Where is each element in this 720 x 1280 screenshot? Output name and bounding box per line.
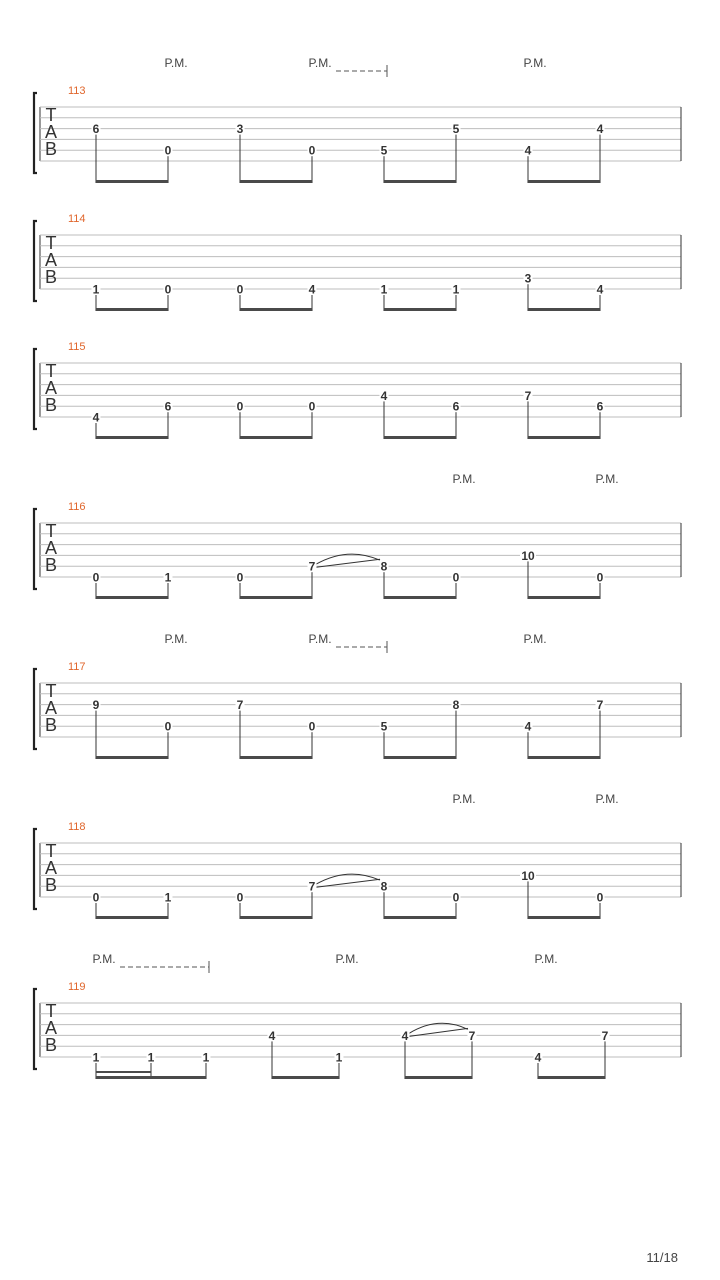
fret-number: 6 xyxy=(452,399,460,414)
fret-number: 4 xyxy=(524,719,532,734)
fret-number: 4 xyxy=(92,410,100,425)
fret-number: 1 xyxy=(147,1050,155,1065)
palm-mute-label: P.M. xyxy=(523,632,547,646)
fret-number: 0 xyxy=(92,890,100,905)
fret-number: 7 xyxy=(601,1028,609,1043)
fret-number: 1 xyxy=(202,1050,210,1065)
fret-number: 5 xyxy=(452,122,460,137)
fret-number: 6 xyxy=(164,399,172,414)
fret-number: 0 xyxy=(596,570,604,585)
tab-clef-letter: A xyxy=(44,378,58,398)
fret-number: 0 xyxy=(236,890,244,905)
measure-number: 118 xyxy=(68,821,86,833)
tab-clef-letter: B xyxy=(44,1035,58,1055)
fret-number: 8 xyxy=(452,698,460,713)
beam xyxy=(96,916,168,919)
fret-number: 3 xyxy=(236,122,244,137)
beam xyxy=(384,436,456,439)
beam xyxy=(272,1076,339,1079)
fret-number: 4 xyxy=(596,122,604,137)
tab-system xyxy=(34,341,681,439)
tab-clef-letter: T xyxy=(45,1001,57,1021)
fret-number: 7 xyxy=(468,1028,476,1043)
fret-number: 0 xyxy=(236,399,244,414)
measure-number: 117 xyxy=(68,661,86,673)
system-bracket xyxy=(34,221,37,301)
beam xyxy=(240,596,312,599)
beam xyxy=(405,1076,472,1079)
fret-number: 0 xyxy=(92,570,100,585)
beam xyxy=(96,756,168,759)
fret-number: 8 xyxy=(380,559,388,574)
tab-clef-letter: A xyxy=(44,538,58,558)
fret-number: 10 xyxy=(521,548,535,563)
fret-number: 1 xyxy=(92,1050,100,1065)
fret-number: 0 xyxy=(308,719,316,734)
beam xyxy=(384,596,456,599)
fret-number: 0 xyxy=(596,890,604,905)
tab-system xyxy=(34,472,681,599)
fret-number: 0 xyxy=(236,570,244,585)
measure-number: 119 xyxy=(68,981,86,993)
palm-mute-label: P.M. xyxy=(92,952,116,966)
fret-number: 4 xyxy=(268,1028,276,1043)
tab-clef-letter: B xyxy=(44,267,58,287)
palm-mute-label: P.M. xyxy=(452,792,476,806)
beam xyxy=(528,756,600,759)
beam xyxy=(96,1076,206,1079)
measure-number: 115 xyxy=(68,341,86,353)
fret-number: 9 xyxy=(92,698,100,713)
secondary-beam xyxy=(96,1071,151,1073)
fret-number: 7 xyxy=(308,879,316,894)
fret-number: 4 xyxy=(401,1028,409,1043)
beam xyxy=(384,756,456,759)
fret-number: 0 xyxy=(452,890,460,905)
palm-mute-label: P.M. xyxy=(595,792,619,806)
palm-mute-label: P.M. xyxy=(335,952,359,966)
fret-number: 4 xyxy=(534,1050,542,1065)
tab-clef-letter: A xyxy=(44,250,58,270)
beam xyxy=(528,916,600,919)
beam xyxy=(384,916,456,919)
beam xyxy=(528,596,600,599)
tab-clef-letter: T xyxy=(45,361,57,381)
fret-number: 4 xyxy=(524,143,532,158)
tab-clef-letter: A xyxy=(44,122,58,142)
fret-number: 7 xyxy=(308,559,316,574)
page-number: 11/18 xyxy=(646,1250,678,1265)
tab-clef-letter: A xyxy=(44,1018,58,1038)
tab-system xyxy=(34,56,681,183)
tab-clef-letter: B xyxy=(44,395,58,415)
tab-clef-letter: B xyxy=(44,875,58,895)
fret-number: 7 xyxy=(596,698,604,713)
fret-number: 0 xyxy=(236,282,244,297)
system-bracket xyxy=(34,349,37,429)
tab-system xyxy=(34,632,681,759)
beam xyxy=(96,436,168,439)
beam xyxy=(384,308,456,311)
measure-number: 116 xyxy=(68,501,86,513)
tab-clef-letter: T xyxy=(45,681,57,701)
fret-number: 1 xyxy=(92,282,100,297)
tab-clef-letter: T xyxy=(45,841,57,861)
tab-clef-letter: A xyxy=(44,858,58,878)
measure-number: 113 xyxy=(68,85,86,97)
fret-number: 0 xyxy=(308,143,316,158)
beam xyxy=(240,756,312,759)
fret-number: 10 xyxy=(521,868,535,883)
tab-system xyxy=(34,792,681,919)
fret-number: 6 xyxy=(92,122,100,137)
system-bracket xyxy=(34,829,37,909)
beam xyxy=(96,596,168,599)
beam xyxy=(240,308,312,311)
palm-mute-label: P.M. xyxy=(523,56,547,70)
beam xyxy=(240,916,312,919)
palm-mute-label: P.M. xyxy=(595,472,619,486)
tab-clef-letter: T xyxy=(45,105,57,125)
tab-clef-letter: T xyxy=(45,233,57,253)
fret-number: 6 xyxy=(596,399,604,414)
palm-mute-label: P.M. xyxy=(308,632,332,646)
palm-mute-label: P.M. xyxy=(164,56,188,70)
tab-clef-letter: B xyxy=(44,715,58,735)
fret-number: 5 xyxy=(380,143,388,158)
tab-system xyxy=(34,213,681,311)
beam xyxy=(240,436,312,439)
system-bracket xyxy=(34,669,37,749)
fret-number: 1 xyxy=(452,282,460,297)
system-bracket xyxy=(34,989,37,1069)
fret-number: 4 xyxy=(380,388,388,403)
beam xyxy=(240,180,312,183)
beam xyxy=(384,180,456,183)
fret-number: 1 xyxy=(164,570,172,585)
tab-clef-letter: B xyxy=(44,555,58,575)
system-bracket xyxy=(34,93,37,173)
fret-number: 5 xyxy=(380,719,388,734)
fret-number: 0 xyxy=(308,399,316,414)
beam xyxy=(538,1076,605,1079)
fret-number: 7 xyxy=(236,698,244,713)
measure-number: 114 xyxy=(68,213,86,225)
palm-mute-label: P.M. xyxy=(164,632,188,646)
tab-clef-letter: T xyxy=(45,521,57,541)
palm-mute-label: P.M. xyxy=(308,56,332,70)
fret-number: 0 xyxy=(164,143,172,158)
fret-number: 1 xyxy=(380,282,388,297)
beam xyxy=(528,308,600,311)
tab-system xyxy=(34,952,681,1079)
fret-number: 4 xyxy=(308,282,316,297)
fret-number: 8 xyxy=(380,879,388,894)
beam xyxy=(96,308,168,311)
beam xyxy=(528,436,600,439)
palm-mute-label: P.M. xyxy=(452,472,476,486)
fret-number: 1 xyxy=(164,890,172,905)
tab-clef-letter: A xyxy=(44,698,58,718)
system-bracket xyxy=(34,509,37,589)
beam xyxy=(96,180,168,183)
fret-number: 7 xyxy=(524,388,532,403)
fret-number: 0 xyxy=(164,282,172,297)
fret-number: 4 xyxy=(596,282,604,297)
fret-number: 0 xyxy=(452,570,460,585)
fret-number: 0 xyxy=(164,719,172,734)
palm-mute-label: P.M. xyxy=(534,952,558,966)
fret-number: 3 xyxy=(524,271,532,286)
tab-clef-letter: B xyxy=(44,139,58,159)
fret-number: 1 xyxy=(335,1050,343,1065)
beam xyxy=(528,180,600,183)
